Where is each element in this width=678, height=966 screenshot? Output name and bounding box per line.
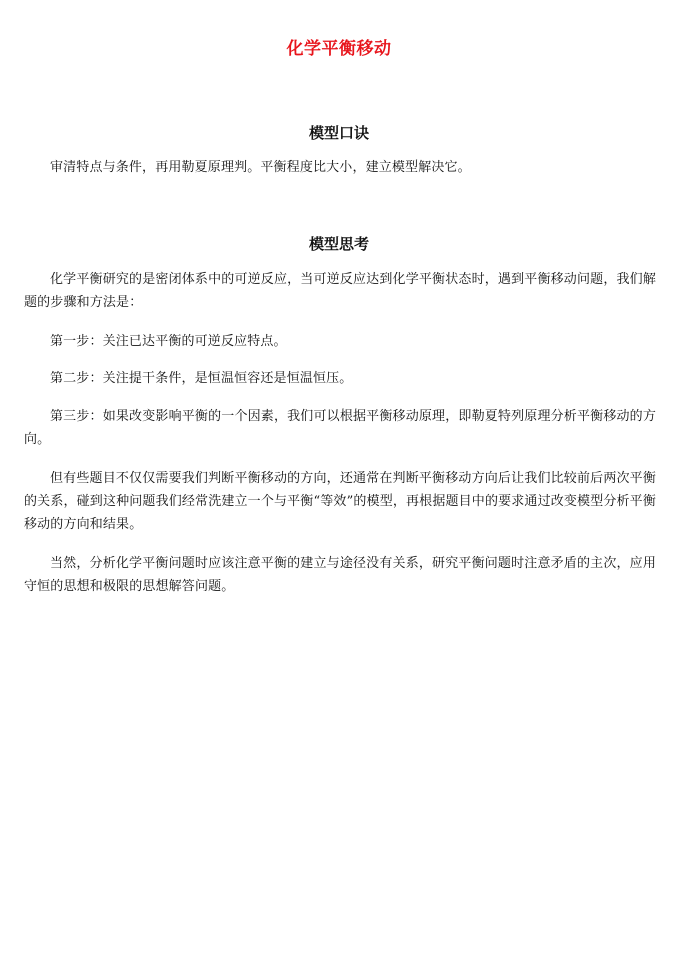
intro-paragraph: 化学平衡研究的是密闭体系中的可逆反应，当可逆反应达到化学平衡状态时，遇到平衡移动问题，我们解题的步骤和方法是：: [24, 272, 656, 310]
equivalent-model-paragraph: 但有些题目不仅仅需要我们判断平衡移动的方向，还通常在判断平衡移动方向后让我们比较前后两次平衡的关系，碰到这种问题我们经常洗建立一个与平衡“等效”的模型，再根据题目中的要求通过改变模型分析平衡移动的方向和结果。: [24, 471, 656, 532]
page-title: 化学平衡移动: [286, 39, 392, 59]
mnemonic-paragraph: 审清特点与条件，再用勒夏原理判。平衡程度比大小，建立模型解决它。: [50, 160, 471, 175]
step-three-paragraph: 第三步：如果改变影响平衡的一个因素，我们可以根据平衡移动原理，即勒夏特列原理分析平衡移动的方向。: [24, 409, 656, 447]
conclusion-paragraph: 当然，分析化学平衡问题时应该注意平衡的建立与途径没有关系，研究平衡问题时注意矛盾的主次，应用守恒的思想和极限的思想解答问题。: [24, 556, 656, 594]
section-heading-mnemonic: 模型口诀: [308, 124, 369, 142]
section-heading-thinking: 模型思考: [308, 235, 369, 253]
step-two-paragraph: 第二步：关注提干条件，是恒温恒容还是恒温恒压。: [50, 371, 353, 386]
step-one-paragraph: 第一步：关注已达平衡的可逆反应特点。: [50, 334, 287, 349]
